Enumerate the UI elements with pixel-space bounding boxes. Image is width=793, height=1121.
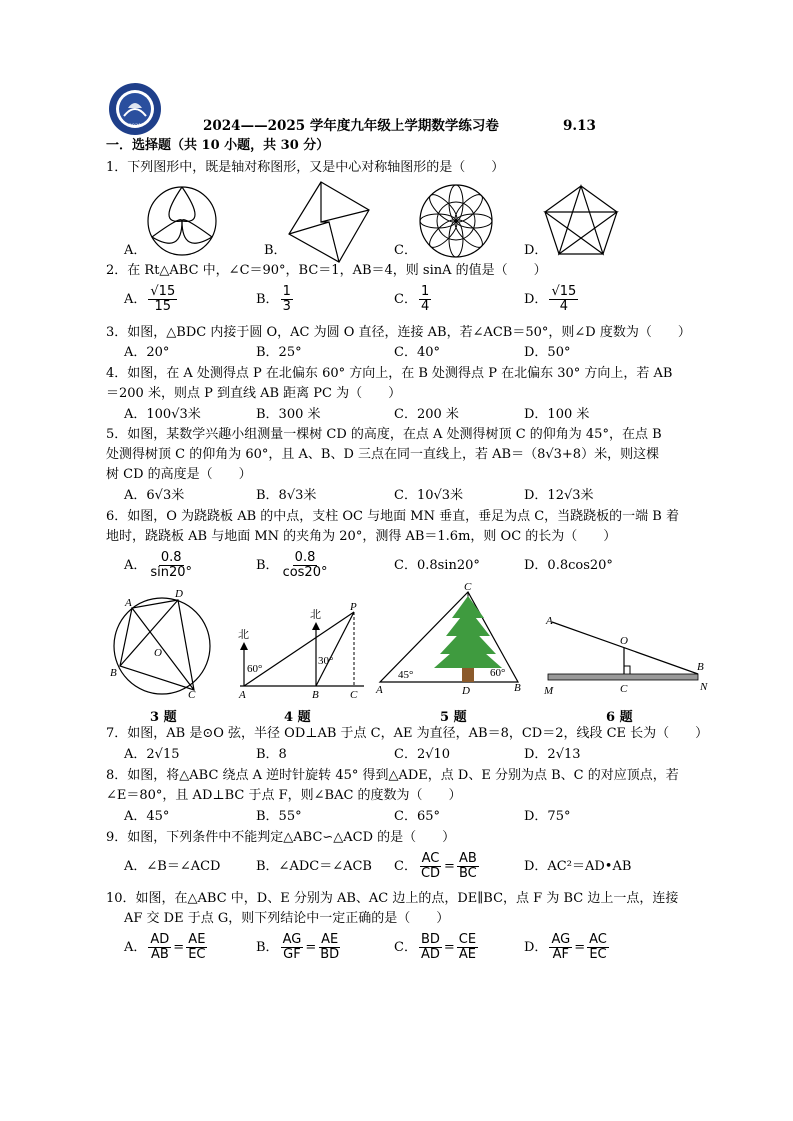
q6-stem-line1: 6．如图，O 为跷跷板 AB 的中点，支柱 OC 与地面 MN 垂直，垂足为点 C，当跷跷板的一端 B 着	[106, 509, 679, 524]
q9-option-b[interactable]: B．∠ADC＝∠ACB	[256, 859, 372, 874]
q8-option-c[interactable]: C．65°	[394, 809, 440, 824]
fig6-label-n: N	[700, 681, 708, 693]
q2-option-d[interactable]: D． $\frac{√15}{4}$	[524, 284, 577, 314]
q1-option-b[interactable]: B．	[264, 243, 287, 258]
fig5-angle-45: 45°	[398, 669, 414, 681]
q4-option-d[interactable]: D．100 米	[524, 407, 590, 422]
figure-caption-q6: 6 题	[606, 710, 633, 725]
q4-stem-line1: 4．如图，在 A 处测得点 P 在北偏东 60° 方向上，在 B 处测得点 P 在北偏东 30° 方向上，若 AB	[106, 366, 673, 381]
q2-option-b[interactable]: B． $\frac{1}{3}$	[256, 284, 291, 314]
q3-option-b[interactable]: B．25°	[256, 345, 302, 360]
fig6-label-a: A	[546, 615, 553, 627]
figure-caption-q5: 5 题	[440, 710, 467, 725]
q7-stem: 7．如图，AB 是⊙O 弦，半径 OD⊥AB 于点 C，AE 为直径，AB＝8，CD＝2，线段 CE 长为（ ）	[106, 726, 709, 741]
q6-option-b[interactable]: B． $\frac{0.8}{\cos 20^\circ}$	[256, 550, 328, 580]
q8-option-a[interactable]: A．45°	[124, 809, 170, 824]
page-date: 9.13	[563, 118, 596, 134]
q5-option-c[interactable]: C．10√3米	[394, 488, 464, 503]
school-logo	[108, 82, 162, 136]
q10-stem-line1: 10．如图，在△ABC 中，D、E 分别为 AB、AC 边上的点，DE∥BC，点 F 为 BC 边上一点，连接	[106, 891, 679, 906]
fig4-north-1: 北	[238, 629, 249, 641]
q1-figure-c-flower-circle	[418, 183, 494, 259]
fig5-angle-60: 60°	[490, 667, 506, 679]
fig3-label-d: D	[175, 588, 183, 600]
q4-option-c[interactable]: C．200 米	[394, 407, 459, 422]
q5-option-b[interactable]: B．8√3米	[256, 488, 317, 503]
q10-option-b[interactable]: B． $\frac{AG}{GF}$ = $\frac{AE}{BD}$	[256, 932, 340, 962]
q10-option-d[interactable]: D． $\frac{AG}{AF}$ = $\frac{AC}{EC}$	[524, 932, 607, 962]
q6-option-a[interactable]: A． $\frac{0.8}{\sin 20^\circ}$	[124, 550, 193, 580]
q1-figure-a-three-arcs-circle	[146, 185, 218, 257]
section-heading: 一．选择题（共 10 小题，共 30 分）	[106, 138, 330, 153]
q7-option-a[interactable]: A．2√15	[124, 747, 180, 762]
fig4-label-c: C	[350, 689, 358, 701]
q8-option-d[interactable]: D．75°	[524, 809, 571, 824]
fig3-label-c: C	[188, 689, 196, 701]
fig6-label-c: C	[620, 683, 628, 695]
fig4-label-b: B	[312, 689, 319, 701]
fig4-label-a: A	[239, 689, 246, 701]
q6-option-d[interactable]: D．0.8cos20°	[524, 558, 613, 573]
q1-option-c[interactable]: C．	[394, 243, 417, 258]
q10-stem-line2: AF 交 DE 于点 G，则下列结论中一定正确的是（ ）	[124, 911, 450, 926]
figure-q5-tree	[372, 581, 526, 697]
fig4-angle-30: 30°	[318, 655, 334, 667]
q9-option-d[interactable]: D．AC²＝AD•AB	[524, 859, 632, 874]
q5-stem-line1: 5．如图，某数学兴趣小组测量一棵树 CD 的高度，在点 A 处测得树顶 C 的仰角为 45°，在点 B	[106, 427, 662, 442]
figure-q3-circle	[108, 588, 218, 701]
q9-option-c[interactable]: C． $\frac{AC}{CD}$ = $\frac{AB}{BC}$	[394, 851, 477, 881]
q9-stem: 9．如图，下列条件中不能判定△ABC∽△ACD 的是（ ）	[106, 830, 456, 845]
fig4-north-2: 北	[310, 609, 321, 621]
q3-option-a[interactable]: A．20°	[124, 345, 170, 360]
q10-option-a[interactable]: A． $\frac{AD}{AB}$ = $\frac{AE}{EC}$	[124, 932, 206, 962]
q8-option-b[interactable]: B．55°	[256, 809, 302, 824]
q4-stem-line2: ＝200 米，则点 P 到直线 AB 距离 PC 为（ ）	[106, 386, 402, 401]
fig3-label-a: A	[125, 597, 132, 609]
figure-caption-q4: 4 题	[284, 710, 311, 725]
q2-stem: 2．在 Rt△ABC 中，∠C＝90°，BC＝1，AB＝4，则 sinA 的值是（ ）	[106, 263, 547, 278]
figure-q6-seesaw	[542, 612, 714, 698]
figure-caption-q3: 3 题	[150, 710, 177, 725]
q1-option-d[interactable]: D．	[524, 243, 548, 258]
fig3-label-b: B	[110, 667, 117, 679]
q10-option-c[interactable]: C． $\frac{BD}{AD}$ = $\frac{CE}{AE}$	[394, 932, 477, 962]
fig5-label-b: B	[514, 682, 521, 694]
page-title: 2024——2025 学年度九年级上学期数学练习卷	[203, 118, 499, 134]
q3-option-c[interactable]: C．40°	[394, 345, 440, 360]
logo-year: 2021	[128, 123, 142, 129]
fig3-label-o: O	[154, 647, 162, 659]
fig4-angle-60: 60°	[247, 663, 263, 675]
q3-stem: 3．如图，△BDC 内接于圆 O，AC 为圆 O 直径，连接 AB，若∠ACB＝50°，则∠D 度数为（ ）	[106, 325, 691, 340]
q4-option-b[interactable]: B．300 米	[256, 407, 321, 422]
q3-option-d[interactable]: D．50°	[524, 345, 571, 360]
q1-figure-d-pentagram-pentagon	[543, 184, 619, 256]
fig5-label-a: A	[376, 684, 383, 696]
q2-option-c[interactable]: C． $\frac{1}{4}$	[394, 284, 430, 314]
q5-option-a[interactable]: A．6√3米	[124, 488, 185, 503]
fig6-label-o: O	[620, 635, 628, 647]
q1-stem: 1．下列图形中，既是轴对称图形，又是中心对称轴图形的是（ ）	[106, 160, 505, 175]
q4-option-a[interactable]: A．100√3米	[124, 407, 201, 422]
q7-option-d[interactable]: D．2√13	[524, 747, 581, 762]
q9-option-a[interactable]: A．∠B＝∠ACD	[124, 859, 221, 874]
fig4-label-p: P	[350, 601, 357, 613]
q5-option-d[interactable]: D．12√3米	[524, 488, 594, 503]
q6-option-c[interactable]: C．0.8sin20°	[394, 558, 480, 573]
q8-stem-line2: ∠E＝80°，且 AD⊥BC 于点 F，则∠BAC 的度数为（ ）	[106, 788, 462, 803]
q6-stem-line2: 地时，跷跷板 AB 与地面 MN 的夹角为 20°，测得 AB＝1.6m，则 OC 的长为（ ）	[106, 529, 617, 544]
q5-stem-line3: 树 CD 的高度是（ ）	[106, 467, 252, 482]
figure-q4-bearing	[234, 600, 366, 700]
q7-option-b[interactable]: B．8	[256, 747, 287, 762]
q5-stem-line2: 处测得树顶 C 的仰角为 60°，且 A、B、D 三点在同一直线上，若 AB＝（8√3+8）米，则这棵	[106, 447, 660, 462]
fig5-label-c: C	[464, 581, 472, 593]
q8-stem-line1: 8．如图，将△ABC 绕点 A 逆时针旋转 45° 得到△ADE，点 D、E 分别为点 B、C 的对应顶点，若	[106, 768, 679, 783]
q1-option-a[interactable]: A．	[124, 243, 147, 258]
q7-option-c[interactable]: C．2√10	[394, 747, 451, 762]
fig6-label-b: B	[697, 661, 704, 673]
q1-figure-b-rotated-square	[287, 180, 371, 264]
fig5-label-d: D	[462, 685, 470, 697]
q2-option-a[interactable]: A． $\frac{√15}{15}$	[124, 284, 176, 314]
fig6-label-m: M	[544, 685, 554, 697]
